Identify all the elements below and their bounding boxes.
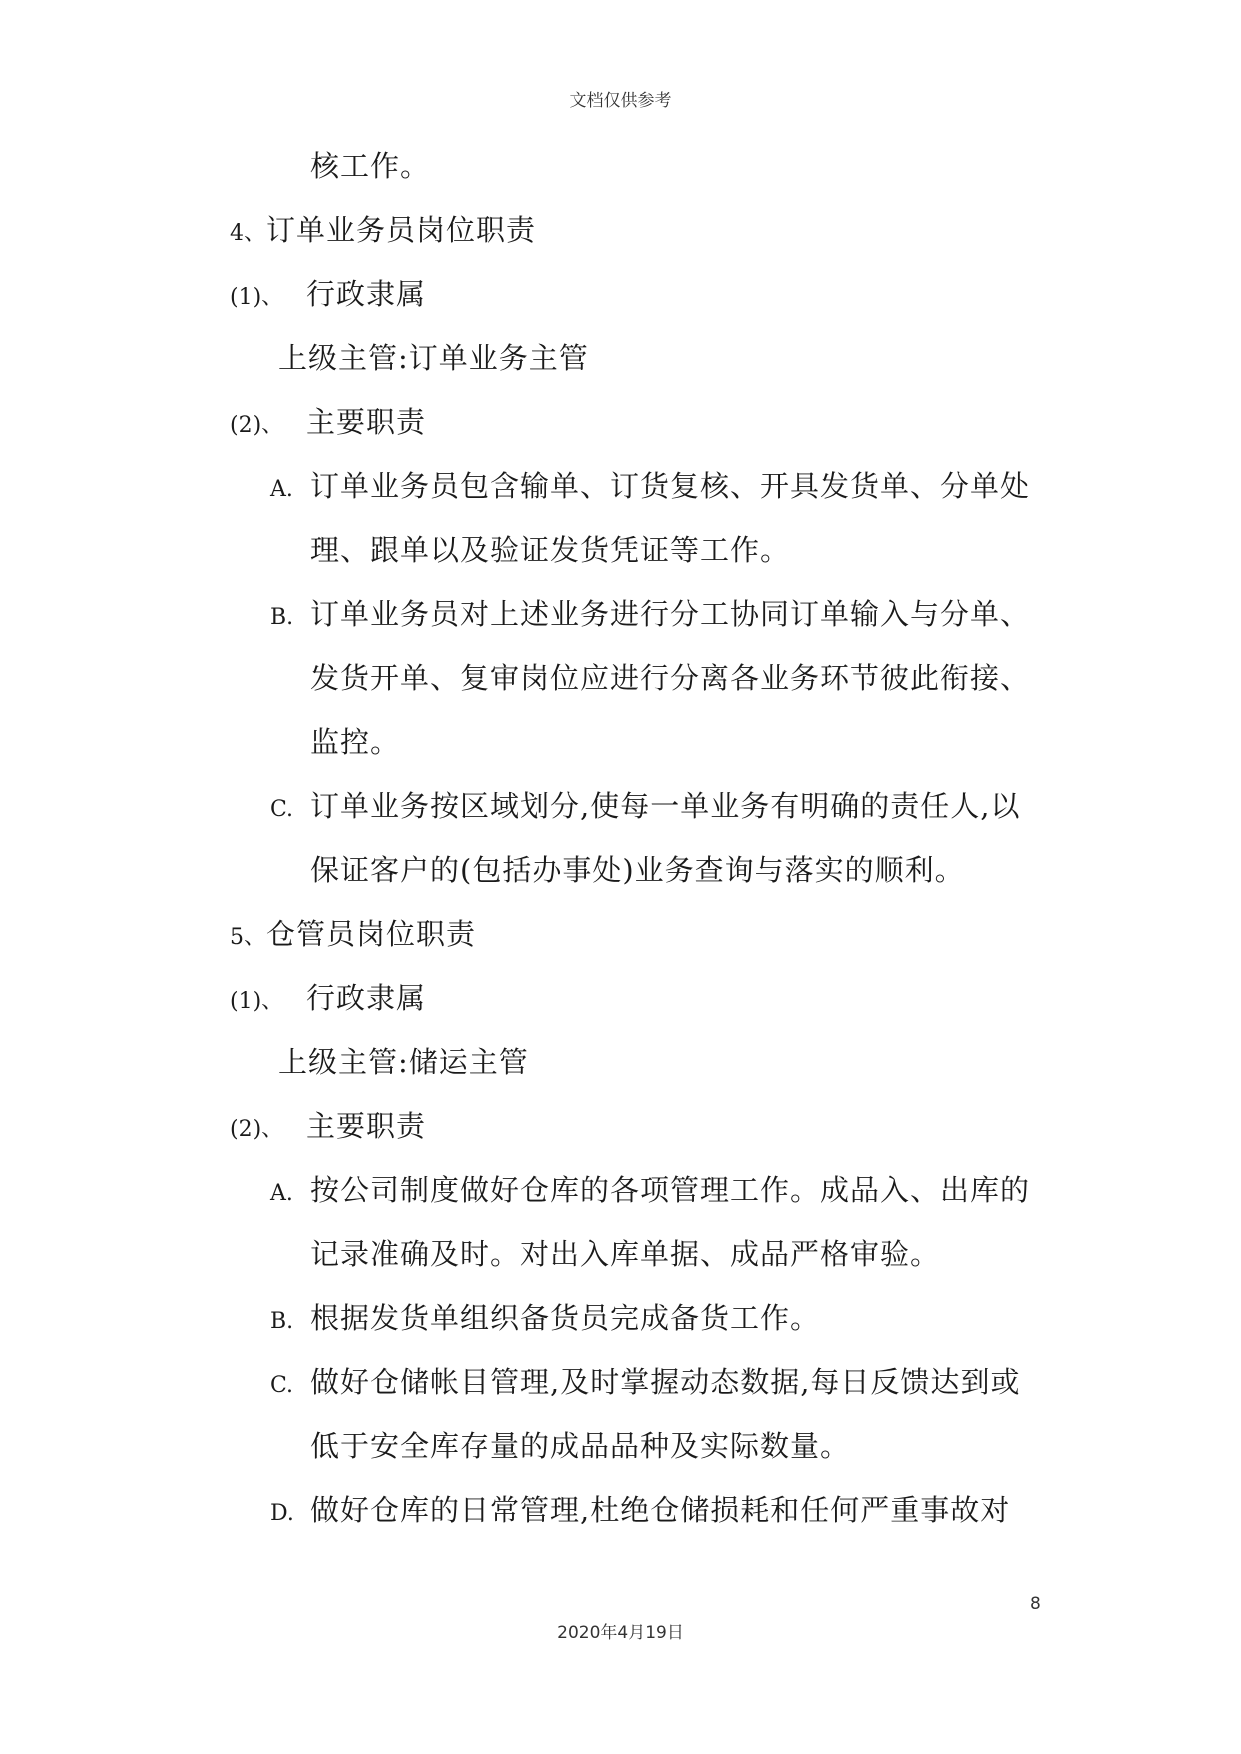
- subsection-number: (1)、: [230, 285, 284, 310]
- line-text: 订单业务员对上述业务进行分工协同订单输入与分单、: [310, 597, 1031, 631]
- text-line: [310, 1234, 940, 1274]
- page-header: 文档仅供参考: [569, 91, 672, 111]
- line-text: 根据发货单组织备货员完成备货工作。: [310, 1301, 821, 1335]
- subsection-number: (2)、: [230, 1117, 284, 1142]
- list-marker: D.: [270, 1501, 294, 1526]
- list-item: [270, 1362, 1020, 1406]
- line-text: 上级主管:储运主管: [278, 1045, 529, 1079]
- text-line: [310, 146, 430, 186]
- line-text: 上级主管:订单业务主管: [278, 341, 589, 375]
- list-item: [270, 1298, 820, 1342]
- text-line: [310, 1426, 850, 1466]
- page-number: 8: [1030, 1594, 1041, 1614]
- line-text: 订单业务员岗位职责: [266, 213, 537, 247]
- list-marker: C.: [270, 797, 294, 822]
- subsection-heading: [230, 274, 426, 318]
- list-marker: C.: [270, 1373, 294, 1398]
- line-text: 做好仓库的日常管理,杜绝仓储损耗和任何严重事故对: [310, 1493, 1011, 1527]
- section-number: 5、: [230, 925, 266, 950]
- line-text: 行政隶属: [306, 277, 427, 311]
- line-text: 记录准确及时。对出入库单据、成品严格审验。: [310, 1237, 941, 1271]
- line-text: 按公司制度做好仓库的各项管理工作。成品入、出库的: [310, 1173, 1031, 1207]
- list-item: [270, 466, 1030, 510]
- list-item: [270, 594, 1030, 638]
- line-text: 主要职责: [306, 1109, 427, 1143]
- line-text: 理、跟单以及验证发货凭证等工作。: [310, 533, 791, 567]
- list-item: [270, 1490, 1010, 1534]
- line-text: 订单业务按区域划分,使每一单业务有明确的责任人,以: [310, 789, 1021, 823]
- text-line: [310, 530, 790, 570]
- line-text: 订单业务员包含输单、订货复核、开具发货单、分单处: [310, 469, 1031, 503]
- text-line: [310, 850, 965, 890]
- subsection-number: (1)、: [230, 989, 284, 1014]
- line-text: 行政隶属: [306, 981, 427, 1015]
- subsection-heading: [230, 978, 426, 1022]
- line-text: 主要职责: [306, 405, 427, 439]
- text-line: [310, 658, 1030, 698]
- text-line: [278, 338, 589, 378]
- subsection-heading: [230, 402, 426, 446]
- line-text: 做好仓储帐目管理,及时掌握动态数据,每日反馈达到或: [310, 1365, 1021, 1399]
- list-item: [270, 786, 1020, 830]
- list-marker: B.: [270, 605, 294, 630]
- page-footer-date: 2020年4月19日: [557, 1623, 684, 1643]
- list-marker: A.: [270, 1181, 293, 1206]
- line-text: 监控。: [310, 725, 401, 759]
- list-marker: B.: [270, 1309, 294, 1334]
- line-text: 保证客户的(包括办事处)业务查询与落实的顺利。: [310, 853, 965, 887]
- subsection-heading: [230, 1106, 426, 1150]
- list-item: [270, 1170, 1030, 1214]
- text-line: [310, 722, 400, 762]
- section-heading-5: [230, 914, 476, 958]
- subsection-number: (2)、: [230, 413, 284, 438]
- line-text: 核工作。: [310, 149, 431, 183]
- section-number: 4、: [230, 221, 266, 246]
- line-text: 仓管员岗位职责: [266, 917, 477, 951]
- list-marker: A.: [270, 477, 293, 502]
- line-text: 发货开单、复审岗位应进行分离各业务环节彼此衔接、: [310, 661, 1031, 695]
- section-heading-4: [230, 210, 536, 254]
- text-line: [278, 1042, 529, 1082]
- line-text: 低于安全库存量的成品品种及实际数量。: [310, 1429, 851, 1463]
